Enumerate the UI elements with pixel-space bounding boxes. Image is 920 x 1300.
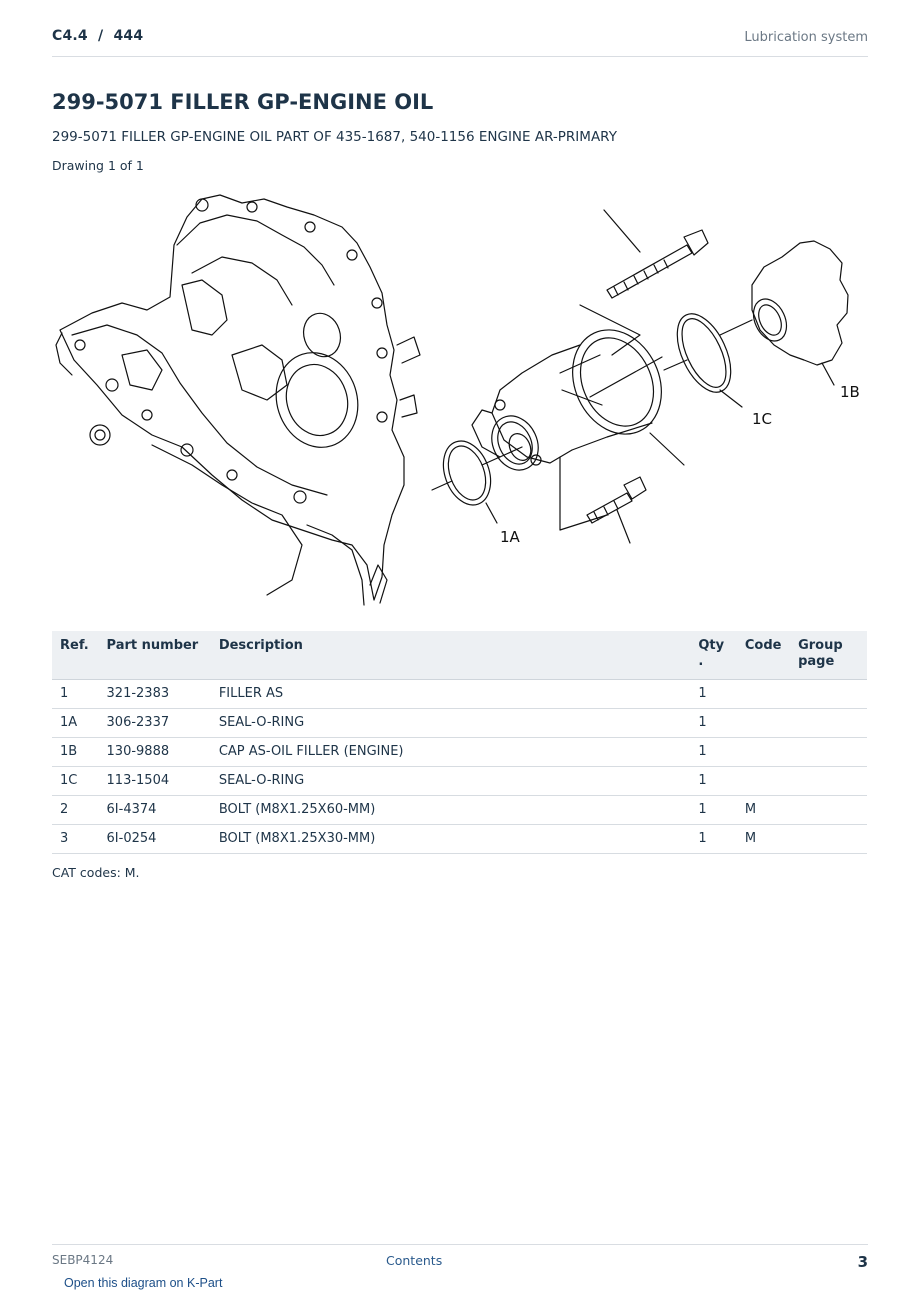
callout-1c: 1C: [752, 410, 773, 428]
cell-code: M: [737, 796, 790, 825]
cell-code: [737, 767, 790, 796]
parts-table: [52, 631, 867, 854]
cell-description: CAP AS-OIL FILLER (ENGINE): [211, 738, 691, 767]
parts-diagram: [52, 185, 872, 610]
section-label: C4.4 / 444: [52, 28, 144, 44]
page-header: [52, 28, 868, 57]
contents-link[interactable]: Contents: [386, 1253, 443, 1268]
cell-ref: 2: [52, 796, 99, 825]
cell-qty: 1: [690, 825, 737, 854]
filler-body-drawing: [472, 315, 684, 530]
cell-ref: 1C: [52, 767, 99, 796]
table-row: [52, 738, 867, 767]
col-group-page: Group page: [790, 631, 867, 680]
cat-codes-note: CAT codes: M.: [52, 865, 140, 880]
cell-group-page: [790, 796, 867, 825]
cell-description: SEAL-O-RING: [211, 767, 691, 796]
callout-1a: 1A: [500, 528, 520, 546]
col-part-number: Part number: [99, 631, 211, 680]
cell-ref: 1B: [52, 738, 99, 767]
cell-ref: 1A: [52, 709, 99, 738]
bolt-3-drawing: [587, 477, 646, 543]
kpart-link[interactable]: Open this diagram on K-Part: [64, 1276, 223, 1290]
col-qty: Qty .: [690, 631, 737, 680]
cell-ref: 3: [52, 825, 99, 854]
cell-code: [737, 680, 790, 709]
document-id: SEBP4124: [52, 1253, 114, 1267]
cell-part-number: 321-2383: [99, 680, 211, 709]
page-footer: [52, 1244, 868, 1275]
category-label: Lubrication system: [744, 30, 868, 45]
cell-part-number: 306-2337: [99, 709, 211, 738]
cell-description: BOLT (M8X1.25X60-MM): [211, 796, 691, 825]
page-subtitle: 299-5071 FILLER GP-ENGINE OIL PART OF 435-1687, 540-1156 ENGINE AR-PRIMARY: [52, 129, 617, 145]
cell-description: SEAL-O-RING: [211, 709, 691, 738]
table-row: [52, 709, 867, 738]
cell-description: FILLER AS: [211, 680, 691, 709]
table-row: [52, 796, 867, 825]
cap-1b-drawing: [747, 241, 848, 385]
parts-diagram-svg: [52, 185, 872, 610]
cell-part-number: 6I-0254: [99, 825, 211, 854]
cell-code: M: [737, 825, 790, 854]
cell-part-number: 6I-4374: [99, 796, 211, 825]
cell-group-page: [790, 825, 867, 854]
cell-ref: 1: [52, 680, 99, 709]
page-title: 299-5071 FILLER GP-ENGINE OIL: [52, 90, 434, 114]
table-row: [52, 825, 867, 854]
cell-qty: 1: [690, 709, 737, 738]
o-ring-1a-drawing: [432, 434, 522, 523]
cell-code: [737, 738, 790, 767]
col-description: Description: [211, 631, 691, 680]
cell-qty: 1: [690, 796, 737, 825]
cell-qty: 1: [690, 680, 737, 709]
col-code: Code: [737, 631, 790, 680]
cell-description: BOLT (M8X1.25X30-MM): [211, 825, 691, 854]
cell-code: [737, 709, 790, 738]
page-number: 3: [857, 1253, 868, 1271]
col-ref: Ref.: [52, 631, 99, 680]
cell-qty: 1: [690, 767, 737, 796]
cell-part-number: 113-1504: [99, 767, 211, 796]
table-row: [52, 680, 867, 709]
table-header-row: [52, 631, 867, 680]
drawing-count-label: Drawing 1 of 1: [52, 158, 144, 173]
cell-part-number: 130-9888: [99, 738, 211, 767]
cell-qty: 1: [690, 738, 737, 767]
cell-group-page: [790, 680, 867, 709]
callout-1b: 1B: [840, 383, 860, 401]
engine-cover-drawing: [56, 195, 420, 605]
cell-group-page: [790, 709, 867, 738]
cell-group-page: [790, 767, 867, 796]
o-ring-1c-drawing: [664, 306, 752, 407]
cell-group-page: [790, 738, 867, 767]
table-row: [52, 767, 867, 796]
bolt-2-drawing: [580, 210, 708, 355]
